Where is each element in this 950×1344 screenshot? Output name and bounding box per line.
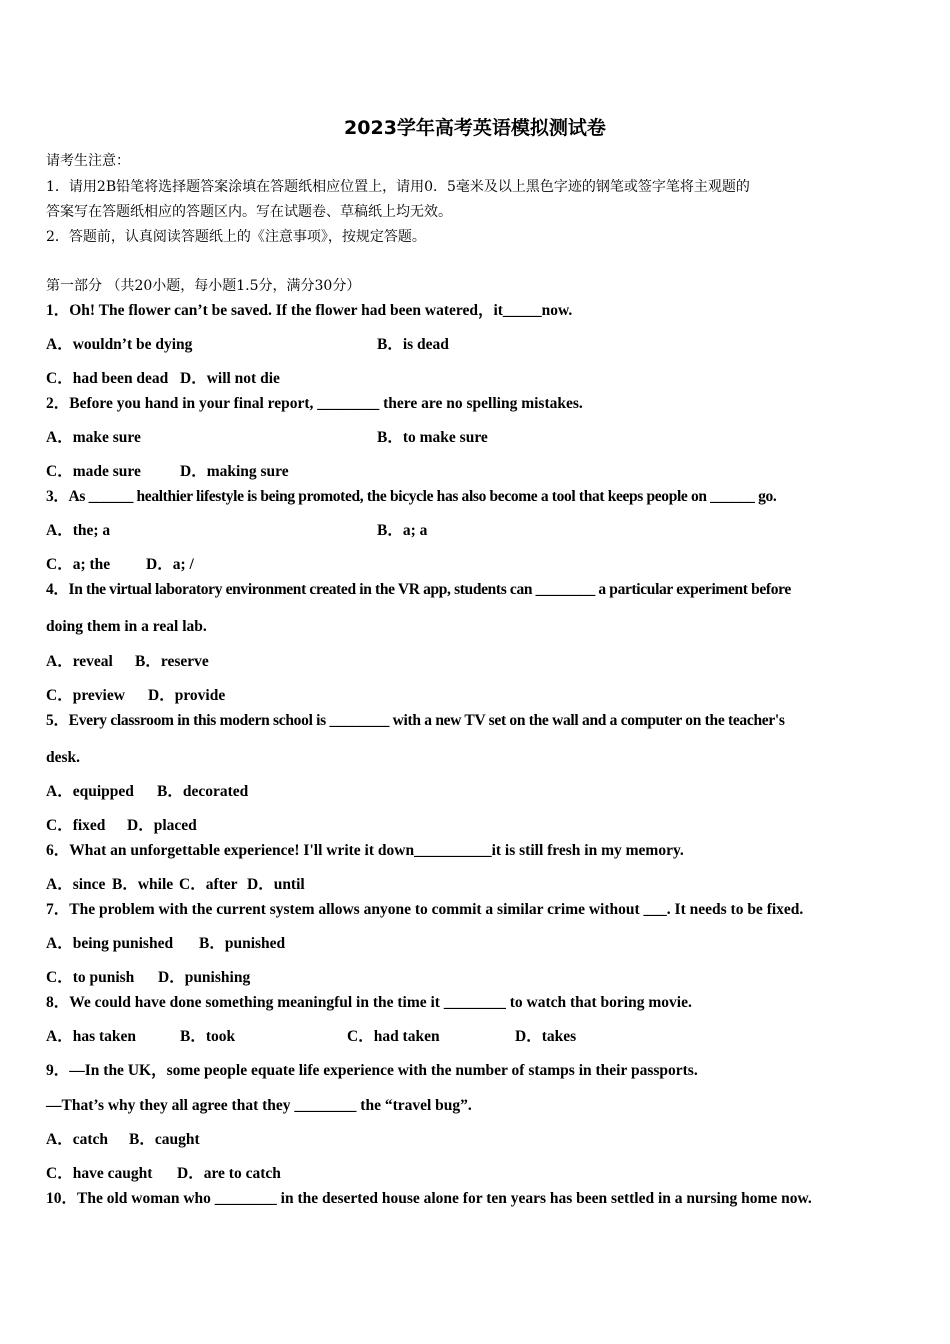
part-heading: 第一部分 （共20小题，每小题1.5分，满分30分）: [46, 278, 361, 294]
q5-option-c: C．fixed: [46, 817, 106, 834]
question-2-stem: 2．Before you hand in your final report, ________ there are no spelling mistakes.: [46, 395, 583, 412]
q3-option-a: A．the; a: [46, 522, 111, 539]
q2-option-b: B．to make sure: [377, 429, 488, 446]
question-7-stem: 7．The problem with the current system allows anyone to commit a similar crime without ___. It needs to be fixed.: [46, 901, 804, 918]
question-1-stem: 1．Oh! The flower can’t be saved. If the flower had been watered，it_____now.: [46, 302, 573, 319]
question-10-stem: 10．The old woman who ________ in the deserted house alone for ten years has been settled in a nursing home now.: [46, 1190, 812, 1207]
q9-option-a: A．catch: [46, 1131, 108, 1148]
q5-option-d: D．placed: [127, 817, 197, 834]
q6-option-d: D．until: [247, 876, 305, 893]
question-4-stem: 4．In the virtual laboratory environment created in the VR app, students can ________ a particular experiment before: [46, 581, 791, 598]
notice-item-1-cont: 答案写在答题纸相应的答题区内。写在试题卷、草稿纸上均无效。: [46, 204, 452, 220]
question-9-stem-cont: —That’s why they all agree that they ________ the “travel bug”.: [46, 1097, 472, 1114]
q1-option-c: C．had been dead: [46, 370, 169, 387]
q9-option-d: D．are to catch: [177, 1165, 281, 1182]
q7-option-c: C．to punish: [46, 969, 135, 986]
question-4-stem-cont: doing them in a real lab.: [46, 618, 207, 635]
page-title: 2023学年高考英语模拟测试卷: [344, 117, 606, 139]
q8-option-b: B．took: [180, 1028, 236, 1045]
q3-option-b: B．a; a: [377, 522, 428, 539]
q4-option-c: C．preview: [46, 687, 125, 704]
question-8-stem: 8．We could have done something meaningful in the time it ________ to watch that boring movie.: [46, 994, 692, 1011]
notice-heading: 请考生注意：: [46, 153, 130, 169]
q8-option-d: D．takes: [515, 1028, 577, 1045]
q7-option-b: B．punished: [199, 935, 286, 952]
q3-option-c: C．a; the: [46, 556, 111, 573]
q4-option-a: A．reveal: [46, 653, 113, 670]
q4-option-b: B．reserve: [135, 653, 209, 670]
question-9-stem: 9．—In the UK，some people equate life experience with the number of stamps in their passports.: [46, 1062, 698, 1079]
q5-option-b: B．decorated: [157, 783, 249, 800]
q6-option-a: A．since: [46, 876, 106, 893]
q5-option-a: A．equipped: [46, 783, 134, 800]
q1-option-a: A．wouldn’t be dying: [46, 336, 193, 353]
question-3-stem: 3．As ______ healthier lifestyle is being promoted, the bicycle has also become a tool that keeps people on ______ go.: [46, 488, 777, 505]
question-6-stem: 6．What an unforgettable experience! I'll write it down__________it is still fresh in my memory.: [46, 842, 684, 859]
q9-option-b: B．caught: [129, 1131, 200, 1148]
q8-option-a: A．has taken: [46, 1028, 137, 1045]
question-5-stem-cont: desk.: [46, 749, 81, 766]
q3-option-d: D．a; /: [146, 556, 194, 573]
question-5-stem: 5．Every classroom in this modern school is ________ with a new TV set on the wall and a computer on the teacher's: [46, 712, 785, 729]
notice-item-1: 1．请用2B铅笔将选择题答案涂填在答题纸相应位置上，请用0．5毫米及以上黑色字迹的钢笔或签字笔将主观题的: [46, 179, 750, 195]
notice-item-2: 2．答题前，认真阅读答题纸上的《注意事项》，按规定答题。: [46, 229, 426, 245]
q2-option-c: C．made sure: [46, 463, 141, 480]
q8-option-c: C．had taken: [347, 1028, 440, 1045]
q1-option-b: B．is dead: [377, 336, 449, 353]
q2-option-d: D．making sure: [180, 463, 289, 480]
q6-option-c: C．after: [179, 876, 238, 893]
q1-option-d: D．will not die: [180, 370, 280, 387]
q9-option-c: C．have caught: [46, 1165, 153, 1182]
q7-option-a: A．being punished: [46, 935, 174, 952]
q6-option-b: B．while: [112, 876, 174, 893]
q7-option-d: D．punishing: [158, 969, 251, 986]
q2-option-a: A．make sure: [46, 429, 141, 446]
q4-option-d: D．provide: [148, 687, 226, 704]
